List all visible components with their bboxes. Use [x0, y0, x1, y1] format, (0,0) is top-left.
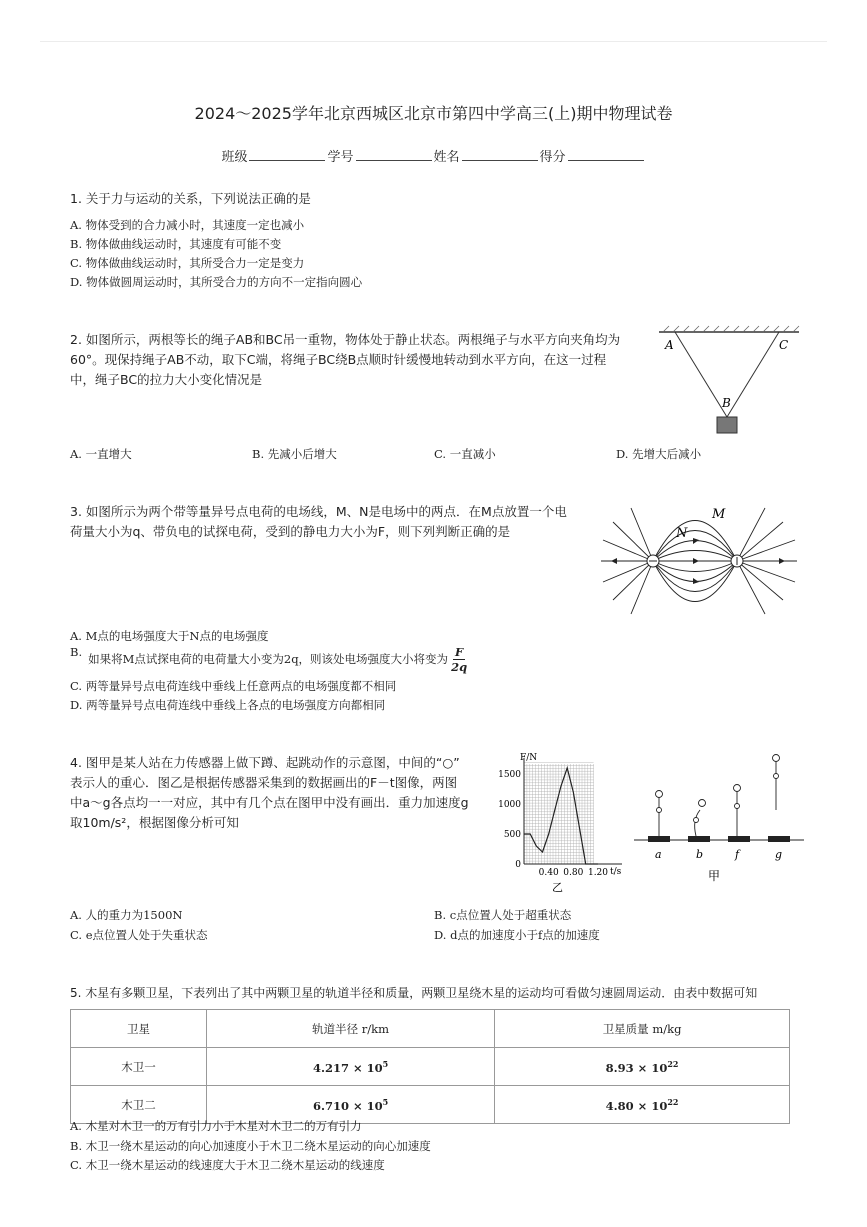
student-info-line [0, 146, 867, 165]
x-tick-label: 0.40 [538, 868, 559, 878]
class-blank[interactable] [249, 148, 325, 161]
q5-stem: 5. 木星有多颗卫星，下表列出了其中两颗卫星的轨道半径和质量，两颗卫星绕木星的运动均可看做匀速圆周运动．由表中数据可知 [70, 986, 758, 1000]
q4-option-c[interactable]: C. e点位置人处于失重状态 [70, 928, 208, 942]
row2-mass [495, 1086, 790, 1124]
score-blank[interactable] [568, 148, 644, 161]
header-divider [40, 41, 827, 42]
q3-fraction [451, 645, 467, 674]
q4-stem-line3: 中a～g各点均一一对应，其中有几个点在图甲中没有画出．重力加速度g [70, 795, 469, 810]
q3-option-b[interactable] [70, 645, 467, 674]
q4-force-time-chart [494, 750, 630, 895]
row2-radius-exp: 5 [382, 1096, 389, 1107]
q1-option-c[interactable]: C. 物体做曲线运动时，其所受合力一定是变力 [70, 256, 305, 270]
row1-radius [207, 1048, 495, 1086]
q2-stem-line1: 2. 如图所示，两根等长的绳子AB和BC吊一重物，物体处于静止状态。两根绳子与水平方向夹角均为 [70, 332, 621, 347]
number-blank[interactable] [356, 148, 432, 161]
jia-label-g: g [775, 848, 783, 861]
header-radius: 轨道半径 r/km [207, 1010, 495, 1048]
q4-option-d[interactable]: D. d点的加速度小于f点的加速度 [434, 928, 600, 942]
q2-option-c[interactable]: C. 一直减小 [434, 447, 496, 461]
jia-label-f: f [735, 848, 740, 861]
q2-option-b[interactable]: B. 先减小后增大 [252, 447, 337, 461]
y-tick-label: 500 [503, 830, 521, 840]
row2-mass-exp: 22 [667, 1096, 679, 1107]
q2-label-a: A [665, 338, 674, 352]
row1-name: 木卫一 [71, 1048, 207, 1086]
row2-radius-base: 6.710 × 10 [312, 1098, 383, 1113]
q2-label-c: C [779, 338, 789, 352]
q1-option-b[interactable]: B. 物体做曲线运动时，其速度有可能不变 [70, 237, 282, 251]
q5-option-c[interactable]: C. 木卫一绕木星运动的线速度大于木卫二绕木星运动的线速度 [70, 1158, 385, 1172]
row1-mass-exp: 22 [667, 1058, 679, 1069]
x-tick-label: 1.20 [587, 868, 609, 878]
q3-stem-line2: 荷量大小为q、带负电的试探电荷，受到的静电力大小为F，则下列判断正确的是 [70, 524, 511, 539]
q4-option-b[interactable]: B. c点位置人处于超重状态 [434, 908, 572, 922]
class-label: 班级 [221, 150, 248, 165]
y-tick-label: 1000 [498, 800, 521, 810]
q4-stem-line1: 4. 图甲是某人站在力传感器上做下蹲、起跳动作的示意图，中间的“○” [70, 755, 460, 770]
chart-y-label: F/N [520, 753, 538, 763]
score-label: 得分 [539, 150, 566, 165]
q4-option-a[interactable]: A. 人的重力为1500N [70, 908, 183, 922]
number-label: 学号 [327, 150, 354, 165]
row1-radius-base: 4.217 × 10 [312, 1060, 383, 1075]
q2-stem-line3: 中，绳子BC的拉力大小变化情况是 [70, 372, 263, 387]
q3-label-n: N [676, 526, 688, 541]
q3-label-m: M [712, 507, 726, 522]
jia-caption: 甲 [708, 869, 721, 883]
q1-stem: 1. 关于力与运动的关系，下列说法正确的是 [70, 191, 311, 206]
x-tick-label: 0.80 [563, 868, 584, 878]
table-header-row [71, 1010, 790, 1048]
q4-stem-line4: 取10m/s²，根据图像分析可知 [70, 815, 239, 830]
row2-mass-base: 4.80 × 10 [605, 1098, 668, 1113]
y-tick-label: 1500 [498, 770, 521, 780]
q1-option-a[interactable]: A. 物体受到的合力减小时，其速度一定也减小 [70, 218, 305, 232]
q2-rope-figure [655, 325, 803, 437]
satellite-table [70, 1009, 790, 1124]
name-label: 姓名 [433, 150, 460, 165]
q3-option-d[interactable]: D. 两等量异号点电荷连线中垂线上各点的电场强度方向都相同 [70, 698, 386, 712]
q3-fraction-num: F [455, 645, 464, 659]
q3-stem-line1: 3. 如图所示为两个带等量异号点电荷的电场线，M、N是电场中的两点．在M点放置一个电 [70, 504, 567, 519]
q2-label-b: B [722, 396, 731, 410]
q2-option-d[interactable]: D. 先增大后减小 [616, 447, 702, 461]
q2-option-a[interactable]: A. 一直增大 [70, 447, 132, 461]
header-satellite: 卫星 [71, 1010, 207, 1048]
q5-option-a[interactable]: A. 木星对木卫一的万有引力小于木星对木卫二的万有引力 [70, 1119, 362, 1133]
q4-stem-line2: 表示人的重心．图乙是根据传感器采集到的数据画出的F－t图像，两图 [70, 775, 458, 790]
chart-x-label: t/s [610, 867, 622, 877]
q3-option-a[interactable]: A. M点的电场强度大于N点的电场强度 [70, 629, 269, 643]
jia-label-a: a [655, 848, 662, 861]
jia-label-b: b [696, 848, 704, 861]
q2-stem-line2: 60°。现保持绳子AB不动，取下C端，将绳子BC绕B点顺时针缓慢地转动到水平方向，在这一过程 [70, 352, 607, 367]
q1-option-d[interactable]: D. 物体做圆周运动时，其所受合力的方向不一定指向圆心 [70, 275, 363, 289]
q3-fraction-den: 2q [451, 660, 468, 674]
q3-option-b-label: B. [70, 645, 83, 659]
row1-radius-exp: 5 [382, 1058, 389, 1069]
chart-caption: 乙 [552, 881, 563, 894]
table-row [71, 1048, 790, 1086]
header-mass: 卫星质量 m/kg [495, 1010, 790, 1048]
q5-option-b[interactable]: B. 木卫一绕木星运动的向心加速度小于木卫二绕木星运动的向心加速度 [70, 1139, 431, 1153]
row1-mass [495, 1048, 790, 1086]
row1-mass-base: 8.93 × 10 [605, 1060, 668, 1075]
page-title: 2024～2025学年北京西城区北京市第四中学高三(上)期中物理试卷 [194, 104, 673, 123]
name-blank[interactable] [462, 148, 538, 161]
q3-option-c[interactable]: C. 两等量异号点电荷连线中垂线上任意两点的电场强度都不相同 [70, 679, 397, 693]
row2-name: 木卫二 [71, 1086, 207, 1124]
q3-option-b-text: 如果将M点试探电荷的电荷量大小变为2q，则该处电场强度大小将变为 [88, 652, 449, 666]
y-tick-label: 0 [515, 860, 521, 870]
q3-field-lines-figure [597, 500, 802, 622]
q4-jia-figure [634, 748, 804, 888]
